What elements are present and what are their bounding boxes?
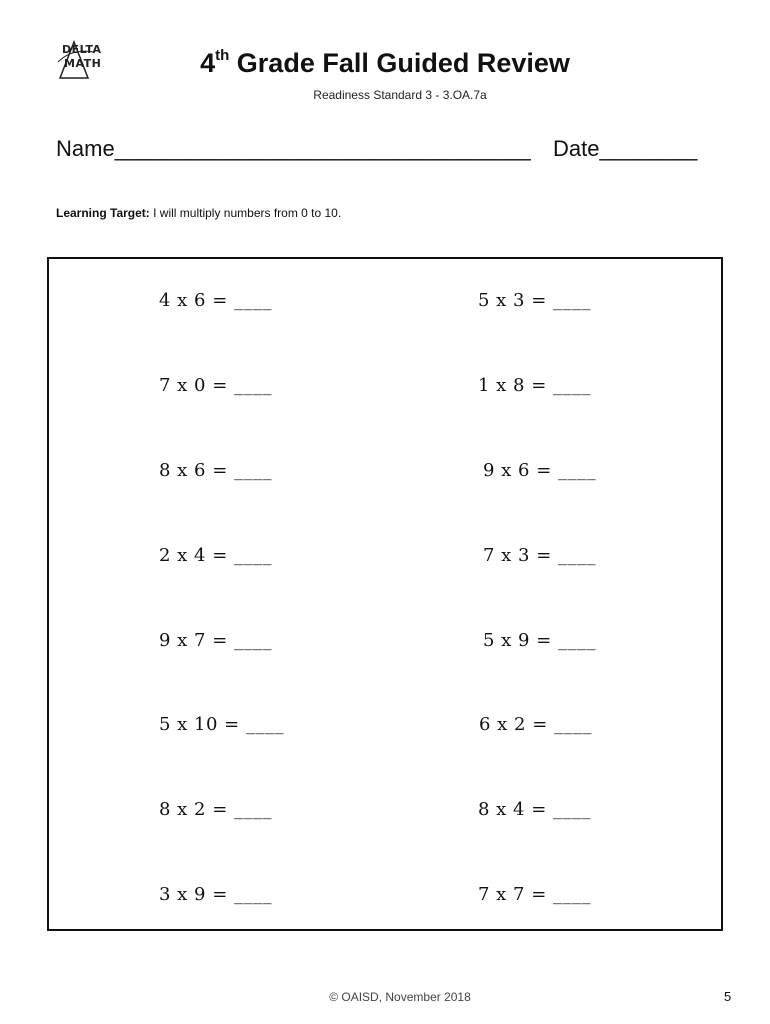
learning-target-label: Learning Target: bbox=[56, 206, 150, 220]
problem-right-2[interactable]: 1 x 8 = ____ bbox=[478, 375, 592, 396]
problem-left-8[interactable]: 3 x 9 = ____ bbox=[159, 884, 273, 905]
problem-left-1[interactable]: 4 x 6 = ____ bbox=[159, 290, 273, 311]
problem-left-6[interactable]: 5 x 10 = ____ bbox=[159, 714, 284, 735]
logo-line-1: DELTA bbox=[62, 43, 102, 56]
logo-line-2: MATH bbox=[64, 57, 102, 70]
problem-left-7[interactable]: 8 x 2 = ____ bbox=[159, 799, 273, 820]
name-underline[interactable]: __________________________________ bbox=[114, 136, 531, 161]
date-field[interactable] bbox=[553, 136, 697, 162]
name-field[interactable] bbox=[56, 136, 531, 162]
problem-left-5[interactable]: 9 x 7 = ____ bbox=[159, 630, 273, 651]
learning-target bbox=[56, 206, 341, 220]
name-label: Name bbox=[56, 136, 115, 161]
title-prefix: 4 bbox=[200, 48, 216, 78]
title-superscript: th bbox=[215, 47, 230, 64]
problem-right-4[interactable]: 7 x 3 = ____ bbox=[483, 545, 597, 566]
problem-right-6[interactable]: 6 x 2 = ____ bbox=[479, 714, 593, 735]
footer-copyright: © OAISD, November 2018 bbox=[329, 990, 471, 1004]
problem-right-1[interactable]: 5 x 3 = ____ bbox=[478, 290, 592, 311]
date-label: Date bbox=[553, 136, 600, 161]
learning-target-text: I will multiply numbers from 0 to 10. bbox=[149, 206, 342, 220]
problem-right-3[interactable]: 9 x 6 = ____ bbox=[483, 460, 597, 481]
problem-right-8[interactable]: 7 x 7 = ____ bbox=[478, 884, 592, 905]
title-rest: Grade Fall Guided Review bbox=[229, 48, 570, 78]
problem-box bbox=[47, 257, 723, 931]
problem-left-2[interactable]: 7 x 0 = ____ bbox=[159, 375, 273, 396]
problem-left-3[interactable]: 8 x 6 = ____ bbox=[159, 460, 273, 481]
page-subtitle: Readiness Standard 3 - 3.OA.7a bbox=[313, 88, 487, 102]
page-number: 5 bbox=[724, 989, 732, 1004]
problem-left-4[interactable]: 2 x 4 = ____ bbox=[159, 545, 273, 566]
problem-right-7[interactable]: 8 x 4 = ____ bbox=[478, 799, 592, 820]
problem-right-5[interactable]: 5 x 9 = ____ bbox=[483, 630, 597, 651]
page-title bbox=[0, 48, 770, 79]
date-underline[interactable]: ________ bbox=[599, 136, 698, 161]
